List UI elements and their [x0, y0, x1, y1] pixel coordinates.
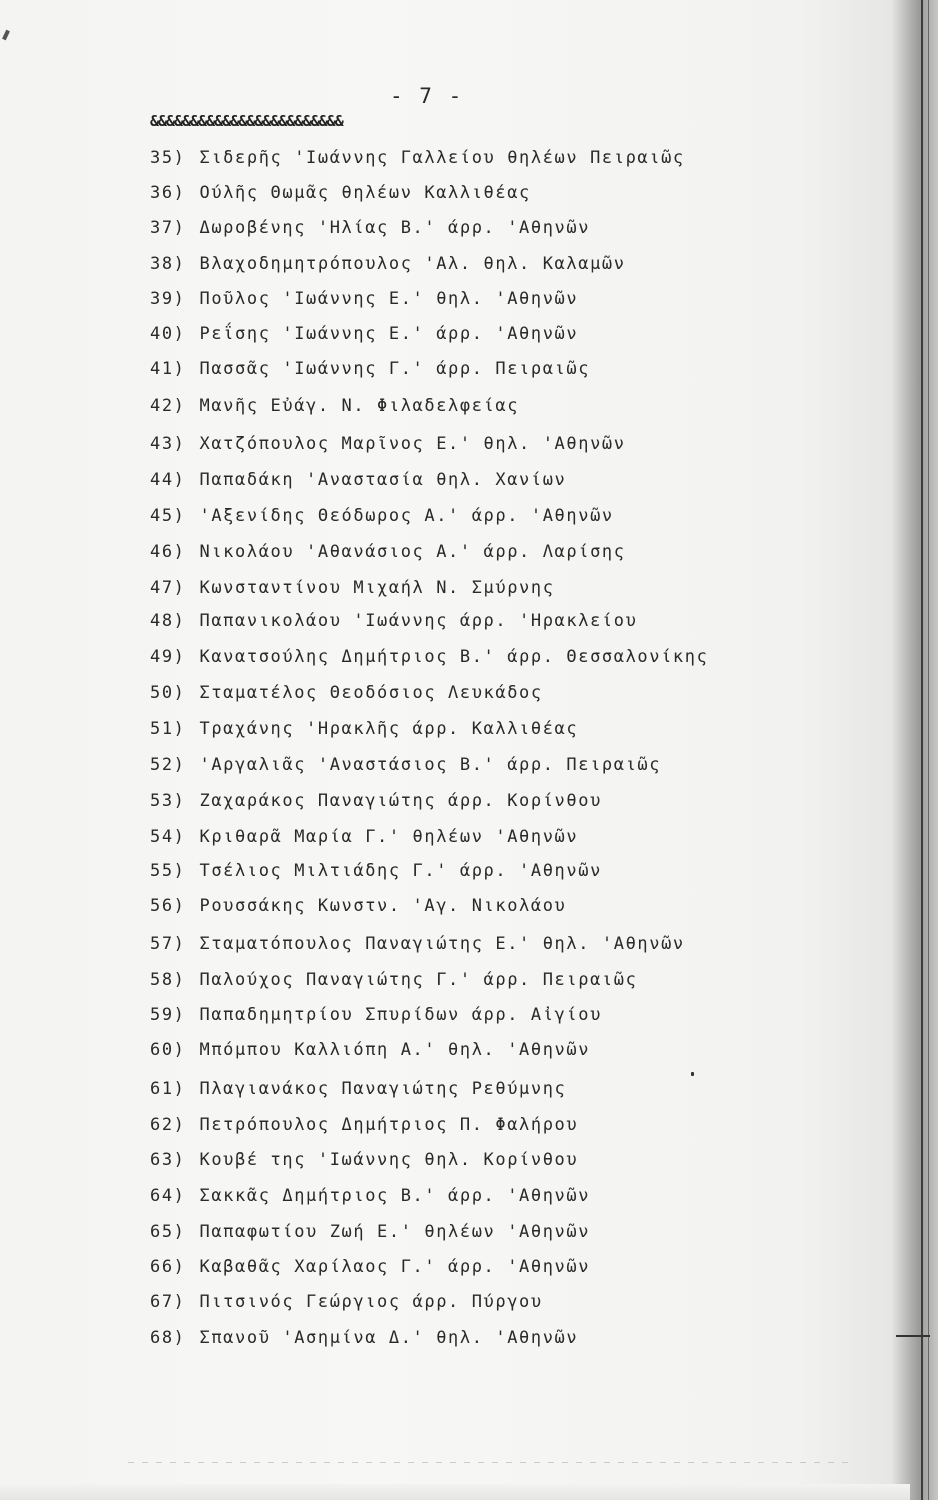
- entry-text: Κωνσταντίνου Μιχαήλ Ν. Σμύρνης: [199, 578, 555, 598]
- list-item: [150, 931, 685, 957]
- page-edge-shadow: [921, 0, 923, 1500]
- entry-number: 45): [150, 506, 186, 526]
- entry-number: 54): [150, 827, 186, 847]
- entry-number: 63): [150, 1150, 186, 1170]
- entry-text: Δωροβένης 'Ηλίας Β.' άρρ. 'Αθηνῶν: [199, 218, 591, 238]
- list-item: [150, 716, 578, 742]
- list-item: [150, 893, 566, 919]
- entry-number: 53): [150, 791, 186, 811]
- list-item: [150, 251, 626, 277]
- entry-text: Πασσᾶς 'Ιωάννης Γ.' άρρ. Πειραιῶς: [199, 359, 591, 379]
- entry-text: Σιδερῆς 'Ιωάννης Γαλλείου θηλέων Πειραιῶς: [199, 148, 685, 168]
- entry-number: 52): [150, 755, 186, 775]
- entry-number: 46): [150, 542, 186, 562]
- entry-text: Κανατσούλης Δημήτριος Β.' άρρ. Θεσσαλονίκης: [199, 647, 709, 667]
- list-item: [150, 680, 543, 706]
- entry-text: Σακκᾶς Δημήτριος Β.' άρρ. 'Αθηνῶν: [199, 1186, 591, 1206]
- entry-number: 66): [150, 1257, 186, 1277]
- header-separator: &&&&&&&&&&&&&&&&&&&&&&&&: [150, 112, 343, 130]
- list-item: [150, 431, 626, 457]
- entry-text: Ζαχαράκος Παναγιώτης άρρ. Κορίνθου: [199, 791, 602, 811]
- entry-number: 39): [150, 289, 186, 309]
- entry-number: 35): [150, 148, 186, 168]
- entry-text: Παπαδάκη 'Αναστασία θηλ. Χανίων: [199, 470, 567, 490]
- entry-text: 'Αργαλιᾶς 'Αναστάσιος Β.' άρρ. Πειραιῶς: [199, 755, 662, 775]
- list-item: [150, 180, 531, 206]
- list-item: [150, 575, 555, 601]
- list-item: [150, 145, 685, 171]
- entry-number: 55): [150, 861, 186, 881]
- entry-text: Τραχάνης 'Ηρακλῆς άρρ. Καλλιθέας: [199, 719, 579, 739]
- list-item: [150, 467, 566, 493]
- list-item: [150, 788, 602, 814]
- list-item: [150, 1289, 543, 1315]
- entry-text: Κριθαρᾶ Μαρία Γ.' θηλέων 'Αθηνῶν: [199, 827, 579, 847]
- entry-text: Τσέλιος Μιλτιάδης Γ.' άρρ. 'Αθηνῶν: [199, 861, 602, 881]
- entry-number: 58): [150, 970, 186, 990]
- entry-number: 42): [150, 396, 186, 416]
- list-item: [150, 1219, 590, 1245]
- list-item: [150, 1183, 590, 1209]
- entry-text: Ρεΐσης 'Ιωάννης Ε.' άρρ. 'Αθηνῶν: [199, 324, 579, 344]
- page-number: - 7 -: [390, 84, 464, 108]
- entry-text: Παπανικολάου 'Ιωάννης άρρ. 'Ηρακλείου: [199, 611, 638, 631]
- ink-dot: [691, 1072, 694, 1076]
- entry-number: 50): [150, 683, 186, 703]
- entry-text: Πιτσινός Γεώργιος άρρ. Πύργου: [199, 1292, 543, 1312]
- entry-number: 49): [150, 647, 186, 667]
- entry-number: 38): [150, 254, 186, 274]
- entry-number: 56): [150, 896, 186, 916]
- list-item: [150, 752, 661, 778]
- entry-number: 44): [150, 470, 186, 490]
- entry-text: Βλαχοδημητρόπουλος 'Αλ. θηλ. Καλαμῶν: [199, 254, 626, 274]
- list-item: [150, 644, 708, 670]
- entry-number: 51): [150, 719, 186, 739]
- list-item: [150, 608, 637, 634]
- list-item: [150, 1112, 578, 1138]
- entry-text: Σταματόπουλος Παναγιώτης Ε.' θηλ. 'Αθηνῶν: [199, 934, 685, 954]
- list-item: [150, 1076, 566, 1102]
- entry-text: Κουβέ της 'Ιωάννης θηλ. Κορίνθου: [199, 1150, 579, 1170]
- entry-number: 47): [150, 578, 186, 598]
- list-item: [150, 286, 578, 312]
- entry-number: 36): [150, 183, 186, 203]
- list-item: [150, 321, 578, 347]
- entry-text: Παλούχος Παναγιώτης Γ.' άρρ. Πειραιῶς: [199, 970, 638, 990]
- entry-text: 'Αξενίδης Θεόδωρος Α.' άρρ. 'Αθηνῶν: [199, 506, 614, 526]
- entry-text: Ποῦλος 'Ιωάννης Ε.' θηλ. 'Αθηνῶν: [199, 289, 579, 309]
- list-item: [150, 215, 590, 241]
- entry-number: 43): [150, 434, 186, 454]
- entry-text: Παπαφωτίου Ζωή Ε.' θηλέων 'Αθηνῶν: [199, 1222, 591, 1242]
- entry-text: Ρουσσάκης Κωνστν. 'Αγ. Νικολάου: [199, 896, 567, 916]
- entry-text: Σπανοῦ 'Ασημίνα Δ.' θηλ. 'Αθηνῶν: [199, 1328, 579, 1348]
- entry-number: 65): [150, 1222, 186, 1242]
- list-item: [150, 393, 519, 419]
- list-item: [150, 1325, 578, 1351]
- entry-number: 41): [150, 359, 186, 379]
- entry-text: Πλαγιανάκος Παναγιώτης Ρεθύμνης: [199, 1079, 567, 1099]
- bottom-margin: [0, 1484, 910, 1500]
- entry-text: Σταματέλος Θεοδόσιος Λευκάδος: [199, 683, 543, 703]
- entry-number: 57): [150, 934, 186, 954]
- entry-text: Χατζόπουλος Μαρῖνος Ε.' θηλ. 'Αθηνῶν: [199, 434, 626, 454]
- entry-text: Παπαδημητρίου Σπυρίδων άρρ. Αἰγίου: [199, 1005, 602, 1025]
- margin-dash: [896, 1335, 930, 1337]
- list-item: [150, 539, 626, 565]
- entry-number: 67): [150, 1292, 186, 1312]
- corner-mark: [2, 30, 10, 41]
- list-item: [150, 356, 590, 382]
- entry-text: Πετρόπουλος Δημήτριος Π. Φαλήρου: [199, 1115, 579, 1135]
- entry-number: 37): [150, 218, 186, 238]
- entry-number: 59): [150, 1005, 186, 1025]
- entry-number: 61): [150, 1079, 186, 1099]
- list-item: [150, 503, 614, 529]
- scan-artifact: [128, 1462, 848, 1463]
- list-item: [150, 1147, 578, 1173]
- list-item: [150, 1002, 602, 1028]
- page-edge-line: [928, 0, 929, 1500]
- entry-number: 40): [150, 324, 186, 344]
- entry-text: Μανῆς Εὐάγ. Ν. Φιλαδελφείας: [199, 396, 520, 416]
- entry-number: 62): [150, 1115, 186, 1135]
- list-item: [150, 1254, 590, 1280]
- entry-number: 60): [150, 1040, 186, 1060]
- list-item: [150, 824, 578, 850]
- entry-number: 68): [150, 1328, 186, 1348]
- list-item: [150, 1037, 590, 1063]
- entry-text: Μπόμπου Καλλιόπη Α.' θηλ. 'Αθηνῶν: [199, 1040, 591, 1060]
- entry-text: Καβαθᾶς Χαρίλαος Γ.' άρρ. 'Αθηνῶν: [199, 1257, 591, 1277]
- entry-text: Νικολάου 'Αθανάσιος Α.' άρρ. Λαρίσης: [199, 542, 626, 562]
- entry-number: 64): [150, 1186, 186, 1206]
- entry-number: 48): [150, 611, 186, 631]
- list-item: [150, 858, 602, 884]
- list-item: [150, 967, 637, 993]
- entry-text: Ούλῆς Θωμᾶς θηλέων Καλλιθέας: [199, 183, 531, 203]
